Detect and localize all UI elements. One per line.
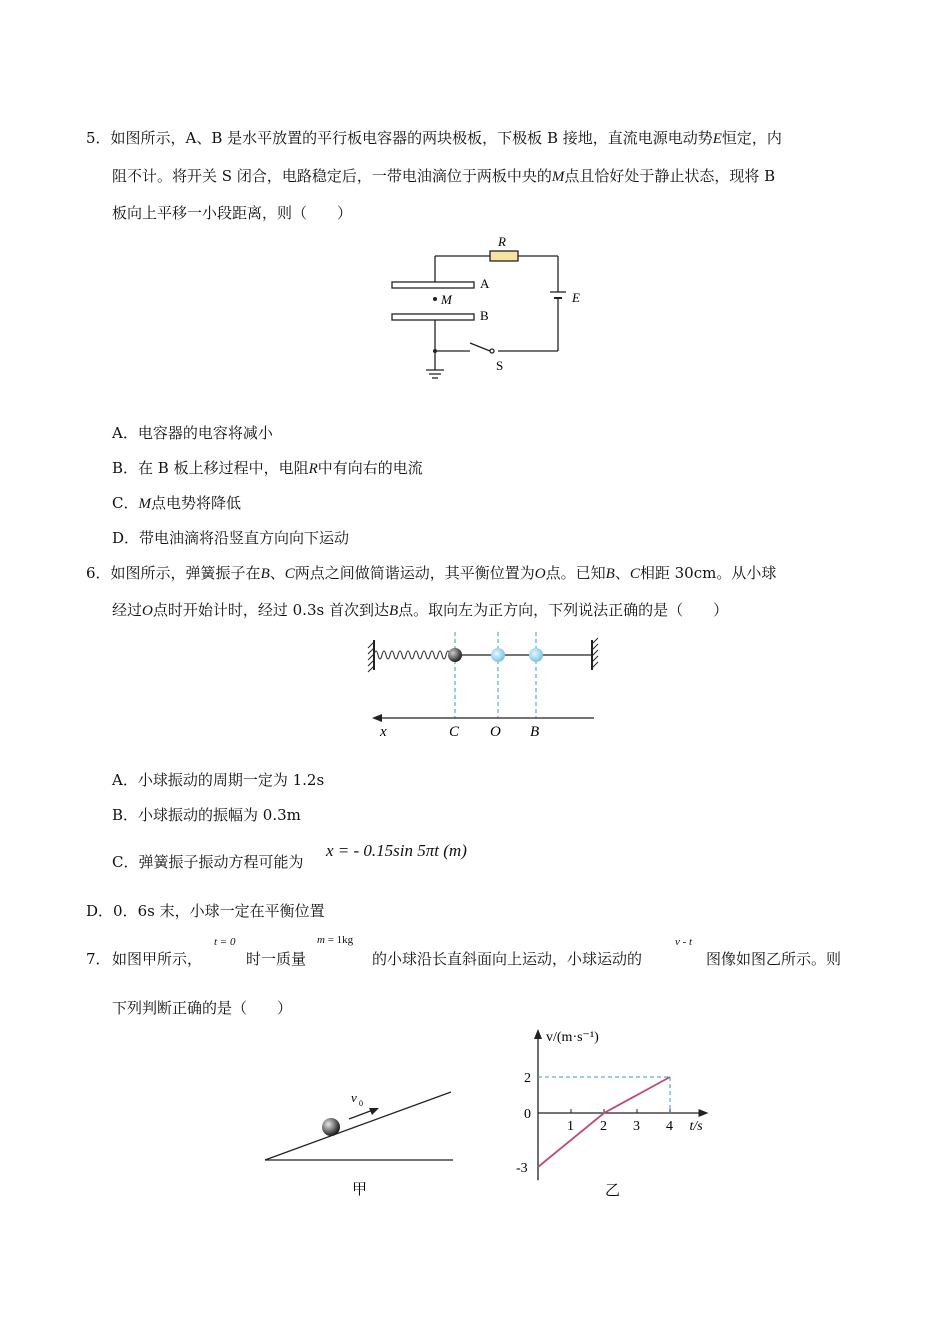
label-m: M: [441, 292, 452, 307]
q6-line-1: 6．如图所示，弹簧振子在B、C两点之间做简谐运动，其平衡位置为O点。已知B、C相距 30cm。从小球: [86, 564, 777, 582]
q7-formula-vt: v - t: [675, 936, 693, 948]
q5-line-1: 5．如图所示，A、B 是水平放置的平行板电容器的两块极板，下极板 B 接地，直流电源电动势E恒定，内: [86, 129, 782, 147]
label-s: S: [496, 358, 504, 373]
q7-formula-mass: m = 1kg: [317, 934, 354, 946]
q5-line-3: 板向上平移一小段距离，则（ ）: [112, 204, 353, 222]
x-tick-label: 3: [633, 1119, 640, 1134]
q7-formula-t0: t = 0: [214, 936, 236, 948]
q5-option-d[interactable]: D．带电油滴将沿竖直方向向下运动: [112, 529, 350, 547]
label-o: O: [490, 724, 501, 740]
label-v0-sub: 0: [359, 1099, 363, 1108]
q5-line-2: 阻不计。将开关 S 闭合，电路稳定后，一带电油滴位于两板中央的M点且恰好处于静止状态，现将 B: [112, 167, 776, 185]
label-e: E: [572, 290, 580, 305]
label-b: B: [480, 308, 489, 323]
caption-jia: 甲: [352, 1182, 368, 1198]
q6-option-d[interactable]: D．0．6s 末，小球一定在平衡位置: [86, 902, 325, 920]
ball-at-b: [529, 648, 543, 662]
q6-option-b[interactable]: B．小球振动的振幅为 0.3m: [112, 806, 301, 824]
q7-line-2: 下列判断正确的是（ ）: [112, 999, 293, 1017]
y-tick-label: 2: [524, 1071, 531, 1086]
label-r: R: [498, 234, 506, 249]
q5-number: 5．: [86, 129, 111, 147]
q6-number: 6．: [86, 564, 111, 582]
plate-b: [392, 314, 474, 320]
plate-a: [392, 282, 474, 288]
y-tick-label: -3: [516, 1161, 528, 1176]
q6-option-a[interactable]: A．小球振动的周期一定为 1.2s: [112, 771, 325, 789]
q7-number: 7．: [86, 950, 111, 968]
oil-drop-m: [433, 297, 437, 301]
q5-option-b[interactable]: B．在 B 板上移过程中，电阻R中有向右的电流: [112, 459, 423, 477]
y-tick-label: 0: [524, 1107, 531, 1122]
q5-option-a[interactable]: A．电容器的电容将减小: [112, 424, 273, 442]
q7-text-b: 时一质量: [246, 950, 307, 968]
q6-option-c-formula: x = - 0.15sin 5πt (m): [326, 841, 467, 860]
ball-at-c: [448, 648, 462, 662]
ball: [322, 1118, 340, 1136]
q7-incline-diagram: [255, 1080, 465, 1200]
x-tick-label: 4: [666, 1119, 673, 1134]
axis-arrow-icon: [372, 714, 382, 722]
y-axis-label: v/(m·s⁻¹): [546, 1030, 599, 1045]
q7-text-a: 如图甲所示，: [112, 950, 203, 968]
ball-at-o: [491, 648, 505, 662]
y-axis-arrow-icon: [534, 1029, 542, 1039]
velocity-arrow-icon: [369, 1108, 379, 1115]
x-tick-label: 1: [567, 1119, 574, 1134]
spring: [374, 651, 458, 659]
q7-vt-chart: [505, 1025, 725, 1200]
label-c: C: [449, 724, 460, 740]
x-axis-arrow-icon: [699, 1109, 709, 1117]
q6-option-c[interactable]: C．弹簧振子振动方程可能为: [112, 853, 304, 871]
resistor-r: [490, 251, 518, 261]
label-a: A: [480, 276, 490, 291]
q7-text-c: 的小球沿长直斜面向上运动，小球运动的: [372, 950, 643, 968]
x-axis-label: t/s: [689, 1119, 703, 1134]
label-x: x: [380, 724, 387, 740]
q5-option-c[interactable]: C．M点电势将降低: [112, 494, 241, 512]
x-tick-label: 2: [600, 1119, 607, 1134]
q6-line-2: 经过O点时开始计时，经过 0.3s 首次到达B点。取向左为正方向，下列说法正确的是（ ）: [112, 601, 729, 619]
q7-text-d: 图像如图乙所示。则: [706, 950, 842, 968]
label-v0: v: [351, 1090, 357, 1105]
q5-circuit-diagram: [380, 230, 580, 390]
q6-spring-oscillator-diagram: [360, 628, 610, 743]
label-b: B: [530, 724, 540, 740]
caption-yi: 乙: [605, 1183, 621, 1199]
